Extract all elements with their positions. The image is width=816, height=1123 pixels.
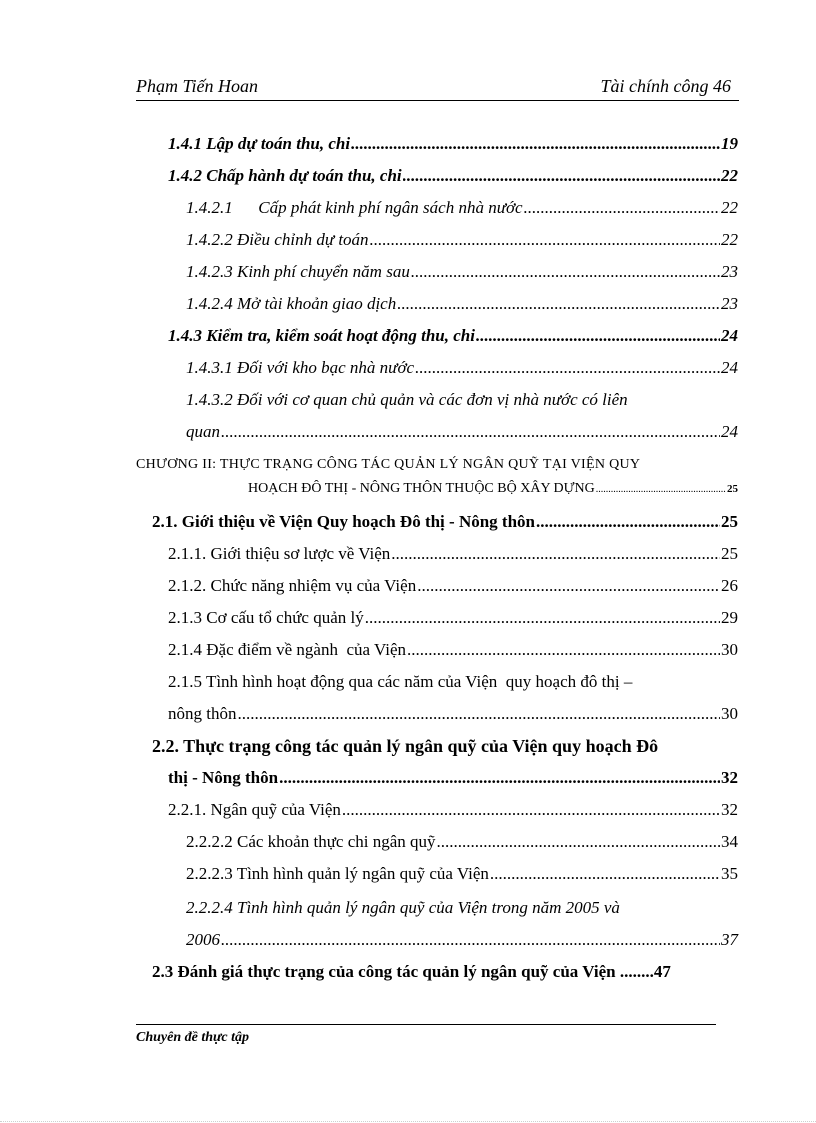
footer-divider bbox=[136, 1024, 716, 1025]
toc-entry-line1: 1.4.3.2 Đối với cơ quan chủ quản và các đơn vị nhà nước có liên bbox=[186, 390, 628, 409]
toc-entry[interactable]: thị - Nông thôn ..... 32 bbox=[168, 768, 738, 792]
chapter-title-line1: CHƯƠNG II: THỰC TRẠNG CÔNG TÁC QUẢN LÝ NGÂN QUỸ TẠI VIỆN QUY bbox=[136, 457, 641, 472]
toc-entry[interactable]: nông thôn ..... 30 bbox=[168, 704, 738, 728]
toc-entry[interactable]: 2.1.4 Đặc điểm về ngành của Viện ..... 30 bbox=[168, 640, 738, 664]
page-bottom-border bbox=[0, 1121, 816, 1122]
toc-entry[interactable]: 1.4.1 Lập dự toán thu, chi ..... 19 bbox=[168, 134, 738, 158]
header-author: Phạm Tiến Hoan bbox=[136, 76, 259, 96]
toc-entry[interactable]: 2.2.1. Ngân quỹ của Viện ..... 32 bbox=[168, 800, 738, 824]
toc-entry[interactable]: quan ..... 24 bbox=[186, 422, 738, 446]
toc-entry[interactable]: 1.4.2.1 Cấp phát kinh phí ngân sách nhà nước ..... 22 bbox=[186, 198, 738, 222]
toc-entry-line1: 2.1.5 Tình hình hoạt động qua các năm của Viện quy hoạch đô thị – bbox=[168, 672, 633, 691]
toc-entry[interactable]: 1.4.3 Kiểm tra, kiểm soát hoạt động thu, chi ..... 24 bbox=[168, 326, 738, 350]
toc-entry[interactable]: 2.1.1. Giới thiệu sơ lược về Viện ..... 25 bbox=[168, 544, 738, 568]
toc-entry[interactable]: 2.1.3 Cơ cấu tổ chức quản lý ..... 29 bbox=[168, 608, 738, 632]
toc-entry-line1: 2.2.2.4 Tình hình quản lý ngân quỹ của Viện trong năm 2005 và bbox=[186, 898, 620, 917]
page-footer: Chuyên đề thực tập bbox=[136, 1030, 250, 1045]
toc-entry[interactable]: HOẠCH ĐÔ THỊ - NÔNG THÔN THUỘC BỘ XÂY DỰNG ..... 25 bbox=[248, 481, 738, 505]
toc-entry[interactable]: 2.3 Đánh giá thực trạng của công tác quản lý ngân quỹ của Viện ........ 47 bbox=[152, 962, 671, 981]
toc-entry[interactable]: 2.2.2.3 Tình hình quản lý ngân quỹ của Viện ..... 35 bbox=[186, 864, 738, 888]
toc-entry-line1: 2.2. Thực trạng công tác quản lý ngân quỹ của Viện quy hoạch Đô bbox=[152, 736, 659, 756]
toc-entry[interactable]: 1.4.2.3 Kinh phí chuyển năm sau ..... 23 bbox=[186, 262, 738, 286]
toc-entry[interactable]: 1.4.2.2 Điều chỉnh dự toán ..... 22 bbox=[186, 230, 738, 254]
toc-entry[interactable]: 2006 ..... 37 bbox=[186, 930, 738, 954]
toc-entry[interactable]: 2.2.2.2 Các khoản thực chi ngân quỹ ..... 34 bbox=[186, 832, 738, 856]
toc-entry[interactable]: 1.4.2.4 Mở tài khoản giao dịch ..... 23 bbox=[186, 294, 738, 318]
toc-entry[interactable]: 1.4.3.1 Đối với kho bạc nhà nước ..... 24 bbox=[186, 358, 738, 382]
header-class-page: Tài chính công 46 bbox=[600, 76, 731, 96]
toc-entry[interactable]: 1.4.2 Chấp hành dự toán thu, chi ..... 22 bbox=[168, 166, 738, 190]
toc-entry[interactable]: 2.1. Giới thiệu về Viện Quy hoạch Đô thị - Nông thôn ..... 25 bbox=[152, 512, 738, 536]
toc-entry[interactable]: 2.1.2. Chức năng nhiệm vụ của Viện ..... 26 bbox=[168, 576, 738, 600]
